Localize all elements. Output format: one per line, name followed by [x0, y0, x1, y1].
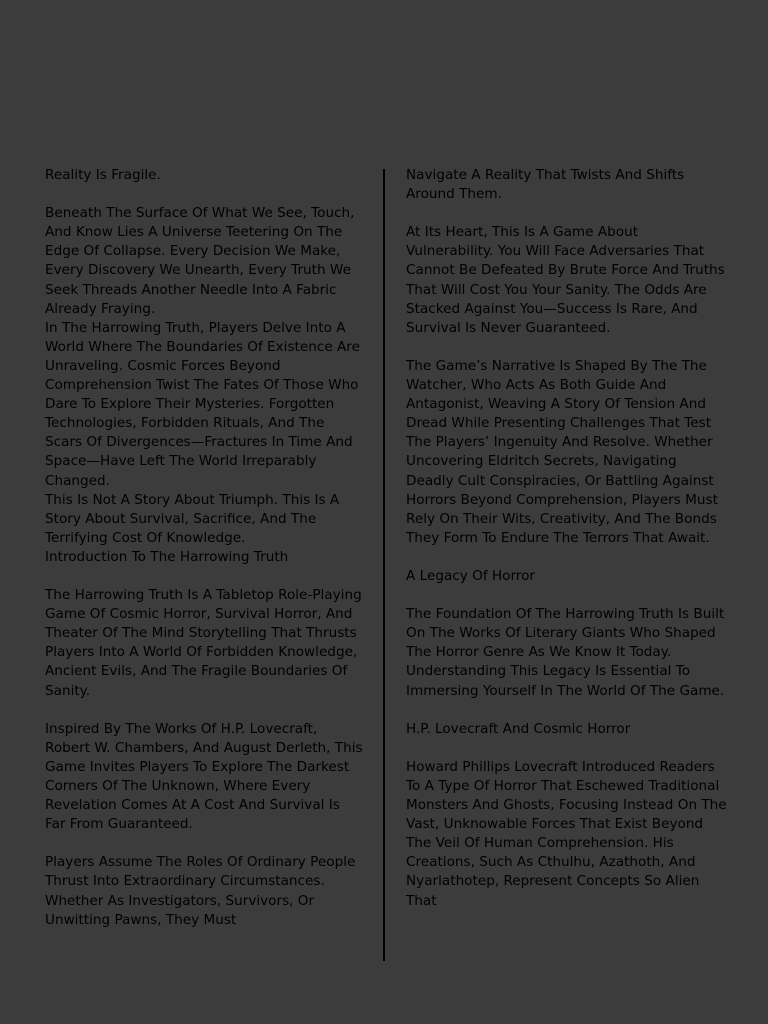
paragraph: In The Harrowing Truth, Players Delve Into A World Where The Boundaries Of Existence Are Unraveling. Cosmic Forces Beyond Comprehension Twist The Fates Of Those Who Dare To Explore Their Mysteries. Forgotten Technologies, Forbidden Rituals, And The Scars Of Divergences—Fractures In Time And Space—Have Left The World Irreparably Changed. — [45, 319, 360, 489]
paragraph: Howard Phillips Lovecraft Introduced Readers To A Type Of Horror That Eschewed Traditional Monsters And Ghosts, Focusing Instead On The Vast, Unknowable Forces That Exist Beyond The Veil Of Human Comprehension. His Creations, Such As Cthulhu, Azathoth, And Nyarlathotep, Represent Concepts So Alien That — [406, 758, 727, 909]
section-heading: A Legacy Of Horror — [406, 567, 536, 584]
paragraph: Players Assume The Roles Of Ordinary People Thrust Into Extraordinary Circumstances. Whether As Investigators, Survivors, Or Unwitting Pawns, They Must — [45, 854, 356, 928]
paragraph: Beneath The Surface Of What We See, Touch, And Know Lies A Universe Teetering On The Edge Of Collapse. Every Decision We Make, Every Discovery We Unearth, Every Truth We Seek Threads Another Needle Into A Fabric Already Fraying. — [45, 205, 355, 317]
section-heading: Introduction To The Harrowing Truth — [45, 548, 289, 565]
section-heading: H.P. Lovecraft And Cosmic Horror — [406, 720, 631, 737]
paragraph: At Its Heart, This Is A Game About Vulnerability. You Will Face Adversaries That Cannot Be Defeated By Brute Force And Truths That Will Cost You Your Sanity. The Odds Are Stacked Against You—Success Is Rare, And Survival Is Never Guaranteed. — [406, 224, 725, 336]
column-divider — [383, 169, 385, 961]
paragraph: This Is Not A Story About Triumph. This Is A Story About Survival, Sacrifice, And The Terrifying Cost Of Knowledge. — [45, 491, 340, 546]
right-column — [406, 166, 728, 911]
left-column — [45, 166, 363, 930]
paragraph: Reality Is Fragile. — [45, 167, 161, 183]
paragraph: The Game’s Narrative Is Shaped By The The Watcher, Who Acts As Both Guide And Antagonist, Weaving A Story Of Tension And Dread While Presenting Challenges That Test The Players’ Ingenuity And Resolve. Whether Uncovering Eldritch Secrets, Navigating Deadly Cult Conspiracies, Or Battling Against Horrors Beyond Comprehension, Players Must Rely On Their Wits, Creativity, And The Bonds They Form To Endure The Terrors That Await. — [406, 357, 718, 546]
paragraph: Navigate A Reality That Twists And Shifts Around Them. — [406, 167, 685, 203]
paragraph: The Foundation Of The Harrowing Truth Is Built On The Works Of Literary Giants Who Shaped The Horror Genre As We Know It Today. Understanding This Legacy Is Essential To Immersing Yourself In The World Of The Game. — [406, 606, 725, 699]
paragraph: Inspired By The Works Of H.P. Lovecraft, Robert W. Chambers, And August Derleth, This Game Invites Players To Explore The Darkest Corners Of The Unknown, Where Every Revelation Comes At A Cost And Survival Is Far From Guaranteed. — [45, 720, 363, 833]
paragraph: The Harrowing Truth Is A Tabletop Role-Playing Game Of Cosmic Horror, Survival Horror, And Theater Of The Mind Storytelling That Thrusts Players Into A World Of Forbidden Knowledge, Ancient Evils, And The Fragile Boundaries Of Sanity. — [45, 587, 362, 699]
